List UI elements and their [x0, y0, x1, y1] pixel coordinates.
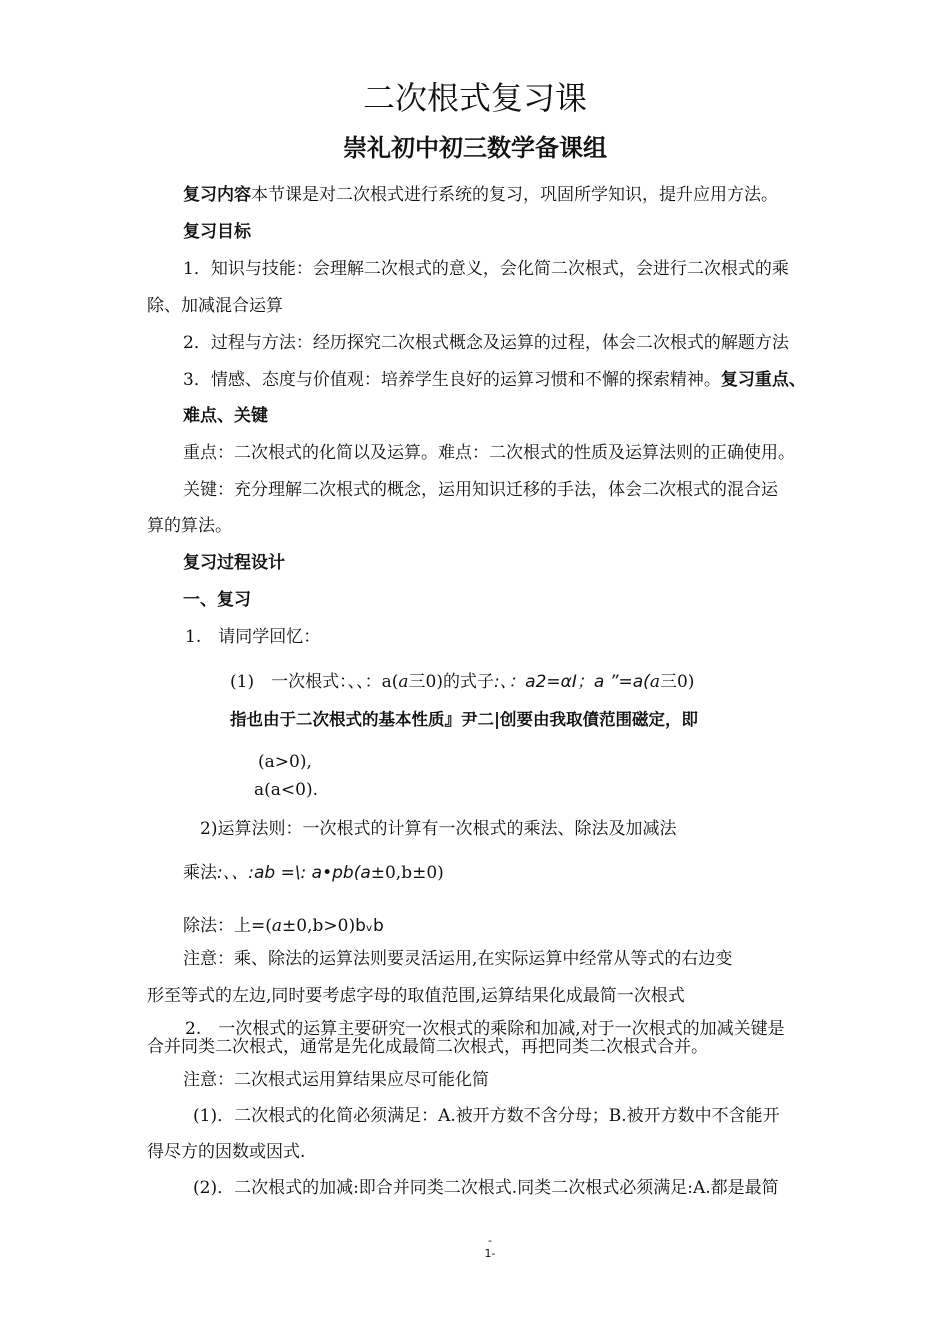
add-subtract-rule: (2)．二次根式的加减:即合并同类二次根式.同类二次根式必须满足:A.都是最简 [193, 1178, 779, 1198]
division-var-a: a [271, 916, 283, 936]
definition-formula: :、：a2=αI；a ”=a( [493, 672, 650, 692]
review-content-text: 本节课是对二次根式进行系统的复习，巩固所学知识，提升应用方法。 [251, 185, 778, 205]
definition-part-3: 三0) [659, 672, 695, 692]
operation-point-2-continued: 合并同类二次根式，通常是先化成最简二次根式，再把同类二次根式合并。 [147, 1037, 708, 1057]
multiplication-formula: :、、:ab =\: a•pb(a [217, 863, 371, 883]
note-line-2: 形至等式的左边,同时要考虑字母的取值范围,运算结果化成最简一次根式 [147, 986, 685, 1006]
section-review-heading: 一、复习 [183, 590, 251, 610]
multiplication-condition: ±0,b±0) [370, 863, 444, 883]
division-rule [183, 915, 384, 937]
note-line-1: 注意：乘、除法的运算法则要灵活运用,在实际运算中经常从等式的右边变 [183, 949, 733, 969]
case-negative: a(a<0). [254, 780, 318, 800]
review-content-line [183, 184, 778, 206]
definition-part-2: 三0)的式子 [408, 672, 494, 692]
multiplication-rule [183, 862, 444, 884]
operation-rules-line: 2)运算法则：一次根式的计算有一次根式的乘法、除法及加减法 [200, 819, 677, 839]
definition-var-a-2: a [649, 672, 660, 692]
recall-prompt: 1. 请同学回忆： [185, 627, 321, 647]
multiplication-label: 乘法 [183, 863, 217, 883]
operation-point-2: 2. 一次根式的运算主要研究一次根式的乘除和加减,对于一次根式的加减关键是 [185, 1019, 785, 1039]
focus-difficulty-line: 重点：二次根式的化简以及运算。难点：二次根式的性质及运算法则的正确使用。 [183, 443, 795, 463]
case-positive: (a>0), [258, 752, 312, 772]
goal-1-line: 1．知识与技能：会理解二次根式的意义，会化简二次根式，会进行二次根式的乘 [183, 259, 789, 279]
document-subtitle: 崇礼初中初三数学备课组 [343, 134, 607, 162]
key-points-heading-continued: 难点、关键 [183, 406, 268, 426]
process-design-heading: 复习过程设计 [183, 553, 285, 573]
property-note: 指也由于二次根式的基本性质』尹二|创要由我取僨范围磁定，即 [230, 710, 699, 729]
review-content-heading: 复习内容 [183, 185, 251, 205]
division-condition: ±0,b>0) [282, 916, 356, 936]
simplify-rule-1: (1)．二次根式的化简必须满足：A.被开方数不含分母；B.被开方数中不含能开 [193, 1106, 780, 1126]
division-label: 除法：上=( [183, 916, 272, 936]
definition-line [230, 671, 694, 693]
page-number: 1- [484, 1247, 496, 1260]
goal-2-line: 2．过程与方法：经历探究二次根式概念及运算的过程，体会二次根式的解题方法 [183, 333, 789, 353]
division-fragment: bᵥb [355, 916, 384, 936]
simplify-rule-1-continued: 得尽方的因数或因式. [147, 1142, 306, 1162]
definition-var-a: a [398, 672, 409, 692]
key-line-continued: 算的算法。 [147, 516, 232, 536]
goal-3-line [183, 369, 806, 391]
page-number-dash: - [488, 1234, 492, 1247]
goal-3-text: 3．情感、态度与价值观：培养学生良好的运算习惯和不懈的探索精神。 [183, 370, 721, 390]
goal-1-continued: 除、加减混合运算 [147, 296, 283, 316]
key-points-heading: 复习重点、 [720, 370, 806, 390]
document-title: 二次根式复习课 [362, 79, 587, 117]
simplify-note: 注意：二次根式运用算结果应尽可能化简 [183, 1070, 489, 1090]
review-goals-heading: 复习目标 [183, 222, 251, 242]
definition-part-1: (1) 一次根式：、、：a( [230, 672, 399, 692]
key-line: 关键：充分理解二次根式的概念，运用知识迁移的手法，体会二次根式的混合运 [183, 480, 778, 500]
